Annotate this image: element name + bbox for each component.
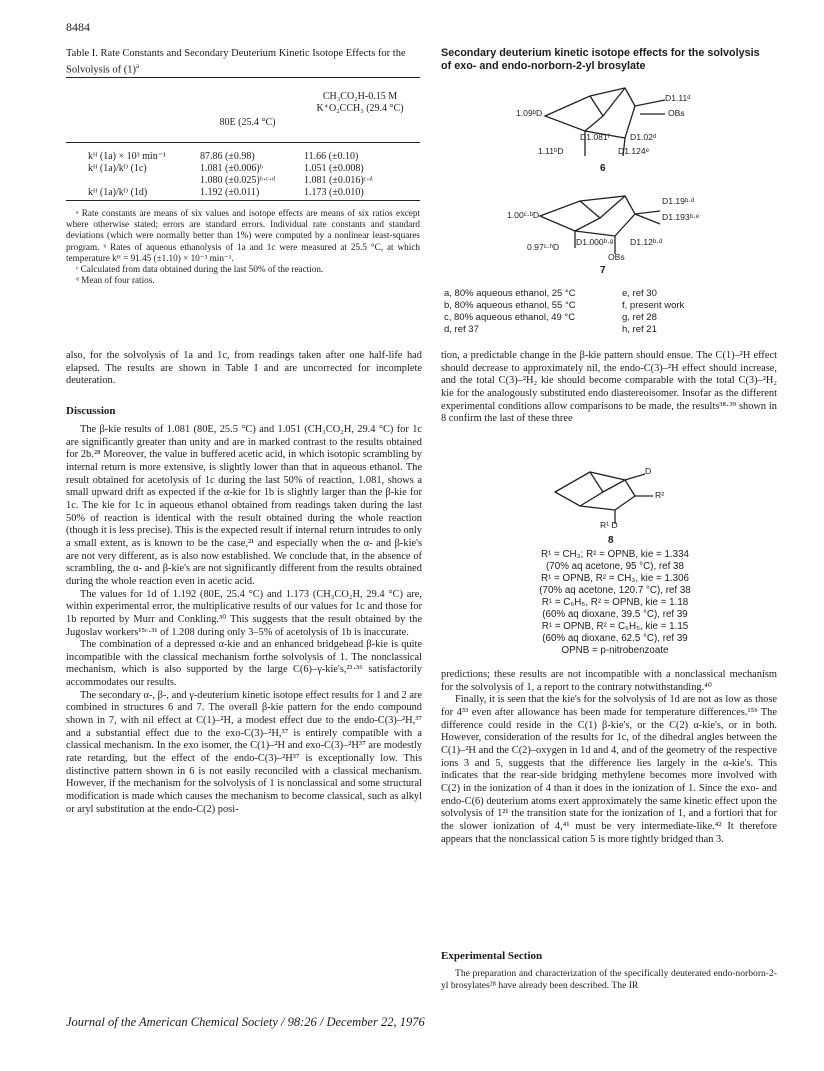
label: OBs <box>668 108 685 118</box>
list-item: R¹ = C₆H₅, R² = OPNB, kie = 1.18 <box>541 597 689 608</box>
table-cell: 87.86 (±0.98) <box>200 151 255 162</box>
paragraph: also, for the solvolysis of 1a and 1c, from readings taken after one half-life had elapsed. The results are shown in Table I and are uncorrected for incomplete deuteration. <box>66 350 422 387</box>
paragraph: tion, a predictable change in the β-kie pattern should ensue. The C(1)–²H effect should decrease to approximately nil, the endo-C(3)–²H effect should increase, and the total C(3)–²H₂ kie should become comparable with the total C(3)–²H₂ kie for the analogously substituted endo diastereoisomer. Insofar as the different experimental conditions allow comparisons to be made, the results³⁸·³⁹ shown in 8 confirm the last of these three <box>441 350 777 425</box>
label: R¹ D <box>600 520 618 530</box>
table-cell: 1.051 (±0.008) <box>304 163 364 174</box>
note: h, ref 21 <box>622 324 657 335</box>
list-item: R¹ = CH₃; R² = OPNB, kie = 1.334 <box>540 549 689 560</box>
experimental-heading: Experimental Section <box>441 950 543 962</box>
table-cell: 11.66 (±0.10) <box>304 151 359 162</box>
label: D1.11ᵈ <box>665 93 691 103</box>
label: D1.000ᵇ·ᵍ <box>576 237 614 247</box>
note: g, ref 28 <box>622 312 657 323</box>
note: c, 80% aqueous ethanol, 49 °C <box>444 312 576 323</box>
table-footnotes <box>66 208 420 286</box>
left-intro <box>66 350 422 388</box>
table-footnote: ᶜ Calculated from data obtained during the last 50% of the reaction. <box>76 264 324 275</box>
compound-label-7: 7 <box>600 265 606 276</box>
table-row-label: kᴴ (1a) × 10³ min⁻¹ <box>88 151 166 162</box>
compound-label-6: 6 <box>600 163 606 174</box>
table-caption-text: Table I. Rate Constants and Secondary Deuterium Kinetic Isotope Effects for the Solvolysis of (1) <box>66 48 406 76</box>
table-footnote: ᵈ Mean of four ratios. <box>76 275 155 286</box>
paragraph: The secondary α-, β-, and γ-deuterium kinetic isotope effect results for 1 and 2 are combined in structures 6 and 7. The overall β-kie pattern for the endo compound shown in 7, with nil effect at C(1)–²H, a modest effect due to the endo-C(3)–²H,³⁷ and a substantial effect due to the exo-C(3)–²H,³⁷ is entirely compatible with a classical mechanism. In the exo isomer, the C(1)–²H and exo-C(3)–²H³⁷ are modestly rate retarding, but the effect of the endo-C(3)–²H³⁷ is exceptionally low. This distinctive pattern shown in 6 is not easily reconciled with a classical mechanism. However, if the mechanism for the solvolysis of 1 is nonclassical and some structural modification is made which causes the mechanism to become classical, such as alkyl or aryl substitution at the endo-C(2) posi- <box>66 689 422 815</box>
label: D <box>645 466 652 476</box>
table-cell: 1.192 (±0.011) <box>200 187 260 198</box>
label: 1.00ᶜ·ᵇD <box>507 210 540 220</box>
label: D1.12ᵇ·ᵈ <box>630 237 663 247</box>
note: d, ref 37 <box>444 324 479 335</box>
table-head-rule <box>66 142 420 143</box>
table-col1-head: 80E (25.4 °C) <box>219 117 276 128</box>
page-number: 8484 <box>66 20 90 34</box>
left-discussion <box>66 424 422 816</box>
table-cell: 1.173 (±0.010) <box>304 187 364 198</box>
compound-label-8: 8 <box>608 535 614 546</box>
label: D1.19ᵇ·ᵈ <box>662 196 695 206</box>
label: D1.02ᵈ <box>630 132 657 142</box>
table-row-label: kᴴ (1a)/kᴰ (1d) <box>88 187 148 198</box>
right-para-mid <box>441 669 777 846</box>
paragraph: The preparation and characterization of the specifically deuterated endo-norborn-2-yl brosylates²⁸ have already been described. The IR <box>441 968 777 991</box>
list-item: (60% aq dioxane, 39.5 °C), ref 39 <box>542 609 688 620</box>
list-item: OPNB = p-nitrobenzoate <box>561 645 669 656</box>
discussion-heading: Discussion <box>66 405 116 417</box>
paragraph: The values for 1d of 1.192 (80E, 25.4 °C) and 1.173 (CH₃CO₂H, 29.4 °C) are, within experimental error, the multiplicative results of our values for 1c and those for 1b reported by Murr and Conkling.³⁰ This suggests that the result obtained by the Jugoslav workers¹⁵ᶜ·³¹ of 1.208 during only 3–5% of acetolysis of 1b is inaccurate. <box>66 588 422 638</box>
journal-footer: Journal of the American Chemical Society / 98:26 / December 22, 1976 <box>66 1015 425 1029</box>
label: 0.97ᶜ·ʰD <box>527 242 560 252</box>
note: f, present work <box>622 300 685 311</box>
label: D1.193ᵇ·ᵉ <box>662 212 700 222</box>
table-bottom-rule <box>66 200 420 201</box>
list-item: (70% aq acetone, 120.7 °C), ref 38 <box>539 585 691 596</box>
table-caption <box>66 47 420 77</box>
paragraph: The combination of a depressed α-kie and an enhanced bridgehead β-kie is quite incompatible with the classical mechanism forthe solvolysis of 1. The nonclassical mechanism, which is also supported by the large C(6)–γ-kie's,²¹·³⁶ satisfactorily accommodates our results. <box>66 639 422 689</box>
table-row-label: kᴴ (1a)/kᴰ (1c) <box>88 163 147 174</box>
list-item: (60% aq dioxane, 62.5 °C), ref 39 <box>542 633 688 644</box>
table-cell: 1.081 (±0.006)ᵇ <box>200 163 263 174</box>
table-top-rule <box>66 77 420 78</box>
table-cell: 1.081 (±0.016)ᶜ·ᵈ <box>304 175 373 186</box>
label: OBs <box>608 252 625 262</box>
label: D1.081ᶠ <box>580 132 610 142</box>
paragraph: Finally, it is seen that the kie's for the solvolysis of 1d are not as low as those for 4³³ even after allowance has been made for temperature differences.¹⁵ᵇ The difference could reside in the C(1) β-kie's, or the C(2) α-kie's, or in both. However, consideration of the results for 1c, of the dihedral angles between the C(1)–²H and the C(2)–oxygen in 1d and 4, and of the geometry of the respective ions 3 and 5, suggests that the difference lies largely in the α-kie's. This indicates that the rear-side bridging methylene becomes more involved with C(2) in the ionization of 4 than it does in the ionization of 1. Since the exo- and endo-C(6) deuterium atoms exert approximately the same kinetic effect upon the solvolysis of 1²¹ the transition state for the ionization of 1, and a fortiori that for the slower ionization of 4,⁴¹ must be very intermediate-like.⁴² It therefore appears that the nonclassical cation 5 is more tightly bridged than 3. <box>441 694 777 845</box>
table-row <box>66 151 426 163</box>
list-item: R¹ = OPNB, R² = C₆H₅, kie = 1.15 <box>541 621 689 632</box>
table-footnote: ᵃ Rate constants are means of six values and isotope effects are means of six ratios except where otherwise stated; errors are standard errors. Individual rate constants and standard deviations (which were normally better than 1%) were computed by a nonlinear least-squares program. ᵇ Rates of aqueous ethanolysis of 1a and 1c were measured at 25.5 °C, at which temperature kᴴ = 91.45 (±1.10) × 10⁻³ min⁻¹. <box>66 208 420 263</box>
table-row <box>66 175 426 187</box>
paragraph: The β-kie results of 1.081 (80E, 25.5 °C) and 1.051 (CH₃CO₂H, 29.4 °C) for 1c are significantly greater than unity and are in marked contrast to the results obtained for 2b.²⁸ Moreover, the value in buffered acetic acid, in which isotopic scrambling by internal return is more extensive, is slightly lower than that in aqueous ethanol. The result obtained for acetolysis of 1c during the last 50% of reaction, 1.081, shows a small upward drift as expected if the α-kie for 1b is slightly larger than the β-kie for 1c. The kie for 1c in aqueous ethanol obtained from readings taken during the last 50% of reaction is identical with the result obtained during the whole reaction (though it is less precise). This is the expected result if internal return intrudes to only a small extent, as is known to be the case,²¹ and especially when the α- and β-kie's are not very different, as is also now established. We conclude that, in the absence of scrambling, the α- and β-kie's are not significantly different from the results obtained during the whole reaction even in acetic acid. <box>66 424 422 587</box>
table-cell: 1.080 (±0.025)ᵇ·ᶜ·ᵈ <box>200 175 276 186</box>
table-row <box>66 163 426 175</box>
label: R² <box>655 490 665 500</box>
list-item: (70% aq acetone, 95 °C), ref 38 <box>546 561 684 572</box>
label: 1.11ᵇD <box>538 146 564 156</box>
note: e, ref 30 <box>622 288 657 299</box>
paragraph: predictions; these results are not incompatible with a nonclassical mechanism for the solvolysis of 1, a report to the contrary notwithstanding.⁴⁰ <box>441 669 777 693</box>
table-caption-sup: a <box>136 62 140 70</box>
scheme-title: Secondary deuterium kinetic isotope effects for the solvolysis of exo- and endo-norborn-2-yl brosylate <box>441 47 760 72</box>
right-para-exp <box>441 968 777 992</box>
right-para-top <box>441 350 777 426</box>
label: D1.124ᵉ <box>618 146 649 156</box>
label: 1.09ᵇD <box>516 108 543 118</box>
list-item: R¹ = OPNB, R² = CH₃, kie = 1.306 <box>540 573 689 584</box>
compound-8-data <box>470 549 760 657</box>
table-row <box>66 187 426 199</box>
table-col2-head: CH₃CO₂H-0.15 M K⁺O₂CCH₃ (29.4 °C) <box>316 91 404 114</box>
note: b, 80% aqueous ethanol, 55 °C <box>444 300 576 311</box>
note: a, 80% aqueous ethanol, 25 °C <box>444 288 576 299</box>
structure-6-drawing <box>505 76 705 172</box>
